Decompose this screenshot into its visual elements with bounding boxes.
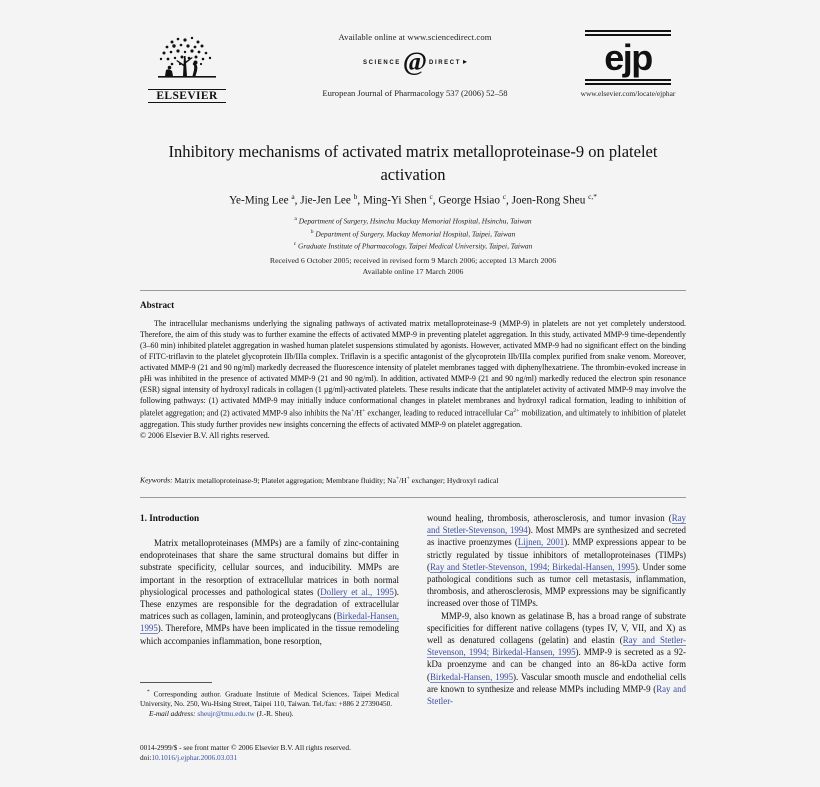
- doi-link[interactable]: 10.1016/j.ejphar.2006.03.031: [151, 752, 238, 762]
- history-online: Available online 17 March 2006: [362, 267, 464, 276]
- paper-sheet: [140, 0, 686, 787]
- intro-paragraph-right-2: MMP-9, also known as gelatinase B, has a broad range of substrate specificities for different native collagens (types IV, V, VII, and X) as well as denatured collagens (gelatin) and elastin (Ray and Stetler-Stevenson, 1994; Birkedal-Hansen, 1995). MMP-9 is secreted as a 92-kDa proenzyme and can be changed into an 86-kDa active form (Birkedal-Hansen, 1995). Vascular smooth muscle and endothelial cells are known to synthesize and release MMPs including MMP-9 (Ray and Stetler-: [427, 610, 686, 707]
- footnote-block: [140, 682, 399, 718]
- sciencedirect-left-word: science: [362, 56, 401, 66]
- citation-ray-birkedal-a[interactable]: Ray and Stetler-Stevenson, 1994; Birkedal-Hansen, 1995: [429, 561, 635, 572]
- author-list: Ye-Ming Lee $^a$, Jie-Jen Lee $^b$, Ming-Yi Shen $^c$, George Hsiao $^c$, Joen-Rong Sheu $^{c,*}$: [229, 192, 597, 207]
- intro-paragraph-right-1: wound healing, thrombosis, atherosclerosis, and tumor invasion (Ray and Stetler-Stevenson, 1994). Most MMPs are synthesized and secreted as inactive proenzymes (Lijnen, 2001). MMP expressions appear to be strictly regulated by tissue inhibitors of metalloproteinases (TIMPs) (Ray and Stetler-Stevenson, 1994; Birkedal-Hansen, 1995). Under some pathological conditions such as tumor cell metastasis, inflammation, thrombosis, and atherosclerosis, MMP expressions may be significantly increased over those of TIMPs.: [427, 513, 687, 609]
- divider-above-abstract: [140, 290, 686, 291]
- abstract-heading: Abstract: [140, 300, 175, 310]
- column-left: [140, 512, 399, 647]
- citation-ray-birkedal-b[interactable]: Ray and Stetler-Stevenson, 1994; Birkedal-Hansen, 1995: [427, 635, 686, 658]
- keywords-line: [140, 475, 686, 485]
- journal-citation: European Journal of Pharmacology 537 (2006) 52–58: [322, 88, 508, 98]
- issn-front-matter: 0014-2999/$ - see front matter © 2006 Elsevier B.V. All rights reserved.: [140, 743, 351, 752]
- ejp-top-rule: [585, 30, 671, 36]
- doi-label: doi:: [140, 752, 152, 762]
- journal-masthead: [140, 30, 686, 112]
- intro-paragraph-left: Matrix metalloproteinases (MMPs) are a family of zinc-containing endoproteinases that share the same structural domains but differ in substrate specificity, cellular sources, and inducibility. MMPs are important in the resorption of extracellular matrices in both normal physiological processes and pathological states (Dollery et al., 1995). These enzymes are responsible for the degradation of extracellular matrices such as collagen, laminin, and proteoglycans (Birkedal-Hansen, 1995). Therefore, MMPs have been implicated in the tissue remodeling which accompanies inflammation, bone resorption,: [140, 538, 400, 646]
- asterisk-marker: *: [147, 689, 150, 695]
- sciencedirect-right-word: direct: [429, 56, 461, 66]
- ejp-url-text: www.elsevier.com/locate/ejphar: [580, 89, 676, 98]
- keywords-values: Matrix metalloproteinase-9; Platelet aggregation; Membrane fluidity; Na+/H+ exchanger; Hydroxyl radical: [174, 475, 499, 485]
- affiliation-a: $^a$ Department of Surgery, Hsinchu Mackay Memorial Hospital, Hsinchu, Taiwan: [294, 216, 532, 226]
- email-link[interactable]: sheujr@tmu.edu.tw: [197, 708, 255, 718]
- citation-birkedal-hansen-b[interactable]: Birkedal-Hansen, 1995: [429, 671, 514, 682]
- citation-dollery[interactable]: Dollery et al., 1995: [320, 586, 394, 597]
- imprint-block: [140, 743, 415, 762]
- citation-lijnen[interactable]: Lijnen, 2001: [517, 537, 565, 548]
- section-heading-introduction: 1. Introduction: [140, 513, 200, 523]
- available-online-text: Available online at www.sciencedirect.com: [338, 32, 492, 42]
- affiliation-c: $^c$ Graduate Institute of Pharmacology, Taipei Medical University, Taipei, Taiwan: [293, 241, 533, 251]
- sciencedirect-logo: [290, 32, 540, 76]
- email-owner: (J.-R. Sheu).: [256, 708, 294, 718]
- email-label: E-mail address:: [149, 708, 196, 718]
- divider-below-keywords: [140, 497, 686, 498]
- elsevier-logo: [148, 34, 226, 103]
- affiliations: [158, 214, 668, 252]
- affiliation-b: $^b$ Department of Surgery, Mackay Memorial Hospital, Taipei, Taiwan: [310, 228, 516, 239]
- keywords-label: Keywords:: [140, 475, 173, 485]
- citation-ray-stetler-continued[interactable]: Ray and Stetler-: [427, 683, 686, 707]
- citation-ray-1994-a[interactable]: Ray and Stetler-Stevenson, 1994: [427, 513, 686, 536]
- abstract-body: [140, 318, 686, 441]
- doi-line: [140, 753, 415, 763]
- caret-right-icon: ▸: [462, 56, 467, 66]
- abstract-copyright: © 2006 Elsevier B.V. All rights reserved.: [140, 431, 270, 441]
- email-note: [140, 709, 399, 719]
- corresponding-author-text: Corresponding author. Graduate Institute of Medical Sciences, Taipei Medical University, No. 250, Wu-Hsing Street, Taipei 110, Taiwan. Tel./fax: +886 2 27390450.: [140, 689, 399, 709]
- ejp-bottom-rule: [585, 79, 671, 85]
- abstract-paragraph: The intracellular mechanisms underlying the signaling pathways of activated matrix metalloproteinase-9 (MMP-9) in platelets are not yet completely understood. Therefore, the aim of this study was to further examine the effects of activated MMP-9 in preventing platelet aggregation. In this study, activated MMP-9 time-dependently (3–60 min) inhibited platelet aggregation in washed human platelet suspensions stimulated by agonists. However, activated MMP-9 had no significant effect on the binding of FITC-triflavin to the platelet glycoprotein IIb/IIIa complex. Triflavin is a specific antagonist of the glycoprotein IIb/IIIa complex purified from snake venom. Moreover, activated MMP-9 (21 and 90 ng/ml) markedly decreased the fluorescence intensity of platelet membranes tagged with diphenylhexatriene. The thrombin-evoked increase in pHi was inhibited in the presence of activated MMP-9 (21 and 90 ng/ml). In addition, activated MMP-9 (21 and 90 ng/ml) markedly reduced the electron spin resonance (ESR) signal intensity of hydroxyl radicals in collagen (1 µg/ml)-activated platelets. These results indicate that the antiplatelet activity of activated MMP-9 may involve the following pathways: (1) activated MMP-9 may initially induce conformational changes in platelet membranes and hydroxyl radical formation, leading to inhibition of platelet aggregation; and (2) activated MMP-9 also inhibits the Na+/H+ exchanger, leading to reduced intracellular $Ca^{2+}$ mobilization, and ultimately to inhibition of platelet aggregation. This study further provides new insights concerning the effects of activated MMP-9 on platelet aggregation.: [140, 319, 686, 430]
- article-history: [158, 255, 668, 277]
- corresponding-author-note: [140, 688, 399, 709]
- at-symbol-icon: @: [402, 47, 428, 76]
- ejp-logo: [570, 30, 686, 98]
- article-title: Inhibitory mechanisms of activated matrix metalloproteinase-9 on platelet activation: [168, 142, 658, 184]
- ejp-wordmark: ejp: [604, 37, 652, 78]
- elsevier-wordmark: ELSEVIER: [148, 89, 226, 103]
- citation-birkedal-hansen[interactable]: Birkedal-Hansen, 1995: [140, 611, 399, 634]
- history-received: Received 6 October 2005; received in revised form 9 March 2006; accepted 13 March 2006: [269, 256, 557, 265]
- footnote-rule: [140, 682, 212, 683]
- column-right: [427, 512, 686, 707]
- elsevier-tree-icon: [152, 34, 222, 88]
- sciencedirect-wordmark: [290, 47, 540, 76]
